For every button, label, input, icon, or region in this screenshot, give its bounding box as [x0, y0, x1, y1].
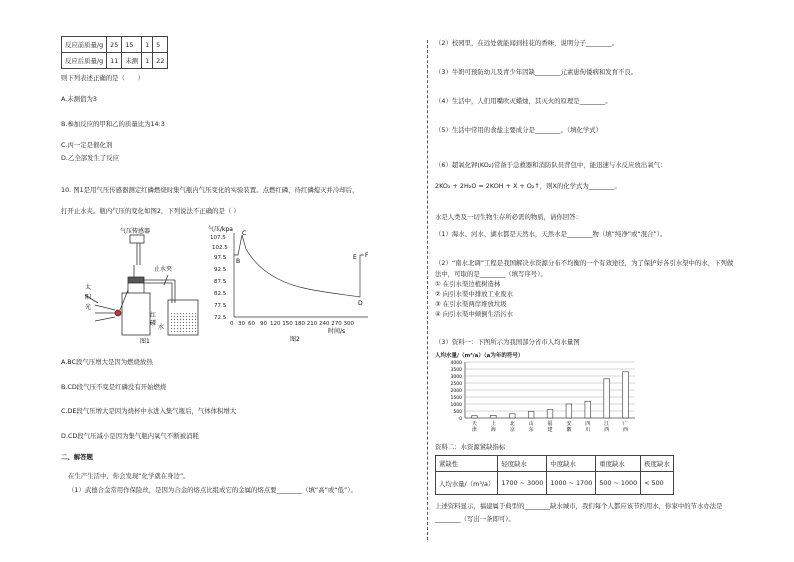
y-tick-label: 1000: [450, 403, 462, 408]
svg-text:0: 0: [230, 321, 234, 327]
fig2-ylabel: 气压/kpa: [208, 226, 233, 233]
table2-title: 资料二：水资源紧缺指标: [435, 443, 506, 451]
x-tick-label: 广: [623, 421, 629, 427]
svg-text:72.5: 72.5: [214, 315, 227, 321]
bar: [547, 410, 553, 418]
cell: 中度缺水: [547, 456, 596, 472]
water-q1: （1）海水、河水、湖水都是天然水，天然水是________物（填“纯净”或“混合”）。: [435, 230, 667, 238]
label-clamp: 止水夹: [154, 266, 173, 273]
cell: 11: [107, 53, 122, 69]
x-tick-label: 天: [471, 421, 477, 427]
y-tick-label: 4000: [450, 361, 462, 366]
x-tick-label: 西: [623, 427, 629, 433]
water-q3-answer-line2: ________（写出一条即可）。: [435, 515, 515, 523]
q9-option-a: A.未测值为3: [61, 95, 97, 103]
y-tick-label: 2500: [450, 382, 462, 387]
svg-text:77.5: 77.5: [214, 303, 227, 309]
x-tick-label: 山: [528, 421, 534, 427]
q11-part1: （1）武德合金常用作保险丝，是因为合金的熔点比组成它的金属的熔点要________（填“高”或“低”）。: [68, 486, 357, 494]
water-per-capita-chart: [435, 358, 645, 438]
label-sun-3: 光: [85, 304, 92, 311]
water-q2-line2: 法中，可取的是________（填写序号）。: [435, 270, 547, 278]
cell: 500 ~ 1000: [596, 472, 641, 495]
y-tick-label: 3000: [450, 375, 462, 380]
svg-text:60: 60: [248, 321, 255, 327]
x-tick-label: 津: [471, 427, 477, 433]
svg-text:107.5: 107.5: [210, 235, 226, 241]
label-p2: 磷: [150, 320, 157, 327]
q10-option-d: D.CD段气压减小是因为集气瓶内氧气不断被消耗: [61, 432, 199, 440]
label-water: 水: [158, 324, 165, 331]
cell: 人均水量/（m³/a）: [436, 472, 498, 495]
x-tick-label: 四: [585, 421, 591, 427]
y-tick-label: 2000: [450, 389, 462, 394]
label-sun-1: 太: [85, 284, 92, 291]
label-p1: 红: [150, 312, 157, 319]
q10-option-a: A.BC段气压增大是因为燃烧放热: [61, 358, 153, 366]
svg-text:120 150 180 210 240 270 300: 120 150 180 210 240 270 300: [270, 321, 354, 327]
cell: 未测: [122, 53, 142, 69]
water-q3: （3）资料一：下图所示为我国部分省市人均水量图: [435, 338, 580, 346]
cell: 15: [122, 37, 142, 53]
y-tick-label: 0: [459, 417, 462, 422]
svg-text:82.5: 82.5: [214, 291, 227, 297]
x-tick-label: 川: [585, 427, 591, 433]
bar: [585, 401, 591, 418]
q9-option-c: C.丙一定是催化剂: [61, 141, 113, 149]
q9-option-d: D.乙全部发生了反应: [61, 154, 120, 162]
water-q3-answer-line1: 上述资料显示，福建属于典型的________缺水城市，我们每个人都应该节约用水，你家中的节水办法是: [435, 502, 723, 510]
cell: 1000 ~ 1700: [547, 472, 596, 495]
y-tick-label: 1500: [450, 396, 462, 401]
svg-text:102.5: 102.5: [212, 245, 228, 251]
water-shortage-table: [435, 455, 674, 495]
bar: [623, 372, 629, 418]
apparatus-figure: [80, 225, 210, 345]
q11-part4: （4）生活中，人们用嘴吹灭蜡烛，其灭火的原理是________。: [435, 97, 612, 105]
cell: 重度缺水: [596, 456, 641, 472]
x-tick-label: 徽: [566, 427, 572, 433]
x-tick-label: 北: [509, 421, 515, 427]
q9-option-b: B.参加反应的甲和乙的质量比为14:3: [61, 120, 165, 128]
water-q2-option-1: ① 在引水渠边植树造林: [435, 280, 501, 288]
point-b: B: [236, 258, 241, 265]
q10-option-c: C.DE段气压增大是因为烧杯中水进入集气瓶后，气体体积增大: [61, 407, 237, 415]
pressure-figure: [208, 225, 378, 343]
cell: 轻度缺水: [498, 456, 547, 472]
x-tick-label: 建: [547, 427, 553, 433]
bar: [509, 414, 515, 418]
cell: 1: [142, 37, 153, 53]
cell: 1: [142, 53, 153, 69]
cell: 5: [153, 37, 168, 53]
water-q2-line1: （2）“南水北调”工程是我国解决水资源分布不均衡的一个有效途径，为了保护好各引水渠中的水，下列做: [435, 259, 734, 267]
svg-text:92.5: 92.5: [214, 267, 227, 273]
q11-part6: （6）超氧化钾(KO₂)常备于急救器和消防队员背包中，能迅速与水反应放出氧气：: [435, 161, 667, 169]
x-tick-label: 上: [490, 421, 496, 427]
point-c: C: [242, 230, 247, 237]
q10-option-b: B.CD段气压不变是红磷没有开始燃烧: [61, 383, 167, 391]
reaction-mass-table: [61, 36, 168, 69]
q11-part6-equation: 2KO₂ + 2H₂O = 2KOH + X + O₂↑，则X的化学式为________。: [435, 182, 621, 190]
svg-text:90: 90: [260, 321, 267, 327]
y-tick-label: 500: [453, 410, 462, 415]
cell: < 500: [641, 472, 674, 495]
q10-line2: 打开止水夹。瓶内气压的变化如图2，下列说法不正确的是（ ）: [61, 207, 240, 215]
fig1-caption: 图1: [140, 338, 150, 345]
water-intro: 水是人类及一切生物生存所必需的物质，请你回答：: [435, 213, 582, 221]
svg-text:87.5: 87.5: [214, 279, 227, 285]
x-tick-label: 京: [509, 427, 515, 433]
bar: [604, 379, 610, 418]
q11-part2: （2）校园里，在远处就能闻到桂花的香味，说明分子________。: [435, 39, 619, 47]
svg-text:30: 30: [238, 321, 245, 327]
x-tick-label: 江: [604, 421, 610, 427]
chart-title: 人均水量/（m³/a）（a为年的符号）: [435, 353, 524, 359]
q11-intro: 在生产生活中，你会发现“化学就在身边”。: [68, 472, 190, 480]
point-d: D: [358, 300, 363, 307]
x-tick-label: 安: [566, 421, 572, 427]
point-e: E: [353, 254, 357, 261]
water-q2-option-3: ③ 在引水渠两岸堆放垃圾: [435, 300, 507, 308]
section-title: 二、解答题: [61, 453, 93, 461]
point-f: F: [365, 252, 369, 259]
water-q2-option-4: ④ 向引水渠中倾倒生活污水: [435, 310, 514, 318]
q11-part5: （5）生活中常用的食盐主要成分是________。（填化学式）: [435, 126, 603, 134]
cell: 极度缺水: [641, 456, 674, 472]
bar: [491, 415, 497, 418]
bar: [566, 404, 572, 418]
label-sun-2: 阳: [85, 294, 92, 301]
x-tick-label: 西: [604, 427, 610, 433]
bar: [472, 416, 478, 418]
x-tick-label: 福: [547, 421, 553, 427]
water-q2-option-2: ② 向引水渠中排放工业废水: [435, 290, 514, 298]
y-tick-label: 3500: [450, 368, 462, 373]
q11-part3: （3）牛奶可预防幼儿及青少年因缺________元素患佝偻病和发育不良。: [435, 68, 638, 76]
cell: 1700 ~ 3000: [498, 472, 547, 495]
cell: 反应后质量/g: [62, 53, 107, 69]
fig2-xlabel: 时间/s: [328, 328, 346, 335]
bar: [528, 411, 534, 418]
cell: 紧缺性: [436, 456, 498, 472]
svg-text:97.5: 97.5: [214, 255, 227, 261]
x-tick-label: 东: [528, 427, 534, 433]
x-tick-label: 海: [490, 427, 496, 433]
label-sensor: 气压传感器: [120, 228, 151, 235]
fig2-caption: 图2: [290, 336, 300, 343]
column-divider: [427, 40, 428, 540]
cell: 反应前质量/g: [62, 37, 107, 53]
cell: 25: [107, 37, 122, 53]
cell: 22: [153, 53, 168, 69]
q9-stem: 则下列表述正确的是（ ）: [61, 74, 145, 82]
q10-line1: 10. 图1是用气压传感器测定红磷燃烧时集气瓶内气压变化的实验装置。点燃红磷，待红磷熄灭并冷却后，: [61, 186, 359, 194]
